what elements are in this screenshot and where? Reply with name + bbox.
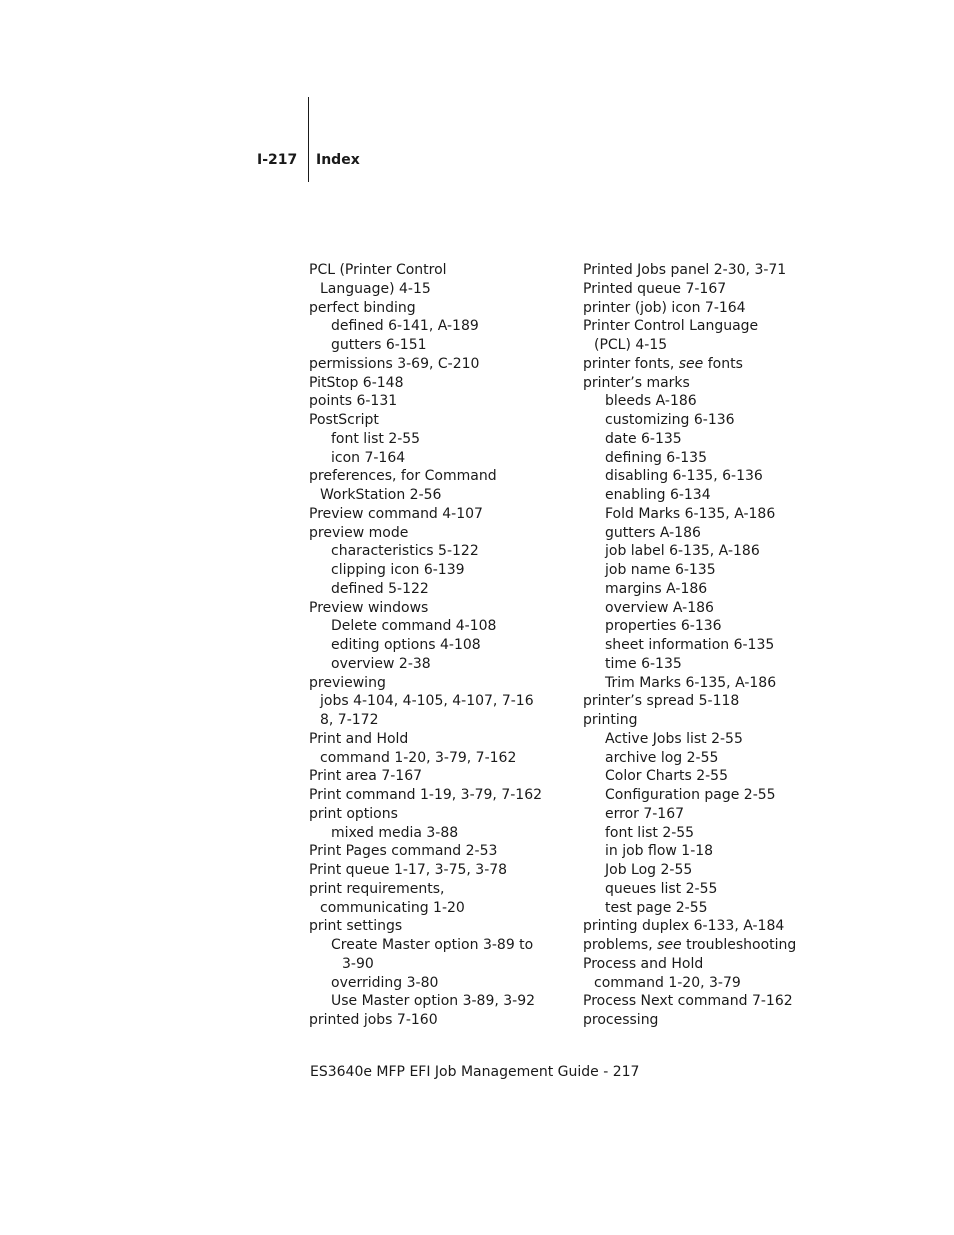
index-entry [309, 861, 571, 880]
index-entry-text: printing duplex 6-133, A-184 [583, 918, 785, 935]
index-entry-text: properties 6-136 [605, 618, 722, 635]
index-entry-text: time 6-135 [605, 655, 682, 672]
index-entry [583, 336, 823, 355]
index-entry [309, 392, 571, 411]
index-entry-text: error 7-167 [605, 805, 685, 822]
index-entry [309, 261, 571, 280]
index-entry-text: Printed queue 7-167 [583, 280, 727, 297]
index-entry [309, 486, 571, 505]
index-entry [309, 992, 571, 1011]
index-entry [583, 711, 823, 730]
index-column-right [583, 261, 823, 1030]
index-entry-text: font list 2-55 [331, 430, 421, 447]
index-entry-text: gutters A-186 [605, 524, 701, 541]
index-entry [309, 467, 571, 486]
index-entry [309, 842, 571, 861]
index-entry-text: mixed media 3-88 [331, 824, 459, 841]
index-entry [583, 299, 823, 318]
index-entry-text: Configuration page 2-55 [605, 787, 776, 803]
index-entry-text: font list 2-55 [605, 824, 695, 841]
page-footer: ES3640e MFP EFI Job Management Guide - 217 [310, 1064, 640, 1080]
index-entry [309, 524, 571, 543]
index-entry-text: Delete command 4-108 [331, 618, 497, 635]
index-entry [583, 411, 823, 430]
index-entry [309, 542, 571, 561]
index-entry [309, 974, 571, 993]
index-entry-text: date 6-135 [605, 430, 682, 447]
index-entry-text: in job flow 1-18 [605, 843, 714, 860]
index-entry-text: (PCL) 4-15 [594, 337, 668, 353]
index-entry [583, 392, 823, 411]
index-entry [309, 617, 571, 636]
index-entry [583, 261, 823, 280]
index-entry [309, 674, 571, 693]
index-entry-text: defined 6-141, A-189 [331, 318, 479, 335]
index-entry-text: margins A-186 [605, 580, 708, 597]
index-entry-text: communicating 1-20 [320, 899, 465, 916]
index-entry-text: 8, 7-172 [320, 712, 379, 728]
index-entry [309, 730, 571, 749]
index-entry [583, 599, 823, 618]
index-entry [583, 655, 823, 674]
index-entry-text: job label 6-135, A-186 [605, 543, 760, 560]
see-target: fonts [703, 355, 743, 372]
index-entry-text: perfect binding [309, 299, 416, 316]
index-entry [583, 955, 823, 974]
index-entry-text: print options [309, 805, 398, 822]
index-entry-text: printed jobs 7-160 [309, 1012, 438, 1028]
index-entry [583, 505, 823, 524]
index-entry-text: PCL (Printer Control [309, 262, 447, 278]
index-entry-text: Preview windows [309, 599, 429, 616]
index-entry [309, 805, 571, 824]
index-entry-text: Language) 4-15 [320, 280, 431, 297]
index-entry [583, 467, 823, 486]
index-entry [309, 280, 571, 299]
index-entry-text: customizing 6-136 [605, 412, 735, 428]
index-entry [583, 730, 823, 749]
see-reference: see [678, 355, 704, 372]
index-entry-text: Create Master option 3-89 to [331, 937, 534, 953]
index-entry-text: overview 2-38 [331, 655, 431, 672]
index-entry [583, 430, 823, 449]
index-entry [583, 936, 823, 955]
index-entry-text: printer’s spread 5-118 [583, 693, 740, 710]
index-entry-text: Process and Hold [583, 955, 704, 972]
index-entry [583, 899, 823, 918]
index-entry-text: clipping icon 6-139 [331, 562, 465, 578]
index-entry-text: Print Pages command 2-53 [309, 843, 498, 860]
index-entry [583, 917, 823, 936]
index-entry-text: preferences, for Command [309, 468, 497, 485]
index-entry [309, 711, 571, 730]
index-entry-text: jobs 4-104, 4-105, 4-107, 7-16 [320, 693, 534, 710]
index-entry-text: Printer Control Language [583, 318, 759, 335]
page-title: Index [316, 152, 360, 168]
index-entry [309, 505, 571, 524]
page-number: I-217 [257, 152, 298, 168]
index-entry [309, 317, 571, 336]
index-entry-text: print settings [309, 918, 403, 935]
index-entry-text: gutters 6-151 [331, 337, 427, 353]
index-entry-text: Preview command 4-107 [309, 505, 483, 522]
index-entry-text: editing options 4-108 [331, 637, 481, 653]
index-entry-text: characteristics 5-122 [331, 543, 479, 560]
index-entry [583, 561, 823, 580]
index-entry-text: points 6-131 [309, 393, 398, 410]
index-entry [309, 1011, 571, 1030]
see-reference: see [657, 937, 682, 953]
index-entry-text: test page 2-55 [605, 899, 708, 916]
index-entry [309, 936, 571, 955]
index-entry [583, 374, 823, 393]
index-entry-text: archive log 2-55 [605, 749, 719, 766]
index-entry [583, 486, 823, 505]
index-entry-text: disabling 6-135, 6-136 [605, 468, 763, 485]
index-entry-text: printer (job) icon 7-164 [583, 299, 746, 316]
index-entry-text: enabling 6-134 [605, 487, 711, 503]
index-entry [309, 336, 571, 355]
index-entry [309, 955, 571, 974]
index-entry [309, 599, 571, 618]
index-entry-text: defined 5-122 [331, 580, 429, 597]
index-entry-text: permissions 3-69, C-210 [309, 355, 480, 372]
index-entry [309, 580, 571, 599]
index-entry [583, 636, 823, 655]
see-target: troubleshooting [681, 937, 797, 953]
index-entry [309, 430, 571, 449]
index-entry-text: Process Next command 7-162 [583, 993, 793, 1010]
index-entry [583, 524, 823, 543]
index-entry [583, 749, 823, 768]
index-entry-text: printer fonts, [583, 355, 679, 372]
index-entry [583, 674, 823, 693]
index-entry-text: Print queue 1-17, 3-75, 3-78 [309, 862, 508, 878]
index-entry-text: icon 7-164 [331, 449, 406, 466]
index-entry-text: overriding 3-80 [331, 974, 439, 991]
index-entry [309, 749, 571, 768]
index-entry-text: Print and Hold [309, 730, 409, 747]
index-entry-text: command 1-20, 3-79 [594, 974, 741, 991]
index-entry [583, 1011, 823, 1030]
index-entry-text: previewing [309, 674, 386, 691]
index-entry-text: Job Log 2-55 [605, 862, 693, 878]
index-entry [309, 880, 571, 899]
index-entry [583, 880, 823, 899]
index-column-left [309, 261, 571, 1030]
index-entry [309, 299, 571, 318]
index-entry-text: 3-90 [342, 955, 374, 972]
index-entry [309, 824, 571, 843]
index-entry [583, 805, 823, 824]
index-entry [583, 824, 823, 843]
index-entry [309, 561, 571, 580]
index-entry-text: WorkStation 2-56 [320, 487, 442, 503]
index-entry-text: printer’s marks [583, 374, 690, 391]
index-entry [583, 355, 823, 374]
index-entry-text: sheet information 6-135 [605, 637, 775, 653]
index-entry-text: Print area 7-167 [309, 768, 423, 785]
index-entry-text: bleeds A-186 [605, 393, 697, 410]
index-entry-text: Active Jobs list 2-55 [605, 730, 743, 747]
index-entry [309, 374, 571, 393]
index-entry-text: Fold Marks 6-135, A-186 [605, 505, 776, 522]
index-entry [309, 917, 571, 936]
index-entry-text: overview A-186 [605, 599, 714, 616]
index-entry [583, 580, 823, 599]
index-entry [583, 992, 823, 1011]
index-entry-text: Use Master option 3-89, 3-92 [331, 993, 536, 1010]
index-entry [309, 692, 571, 711]
index-entry [309, 786, 571, 805]
index-entry [309, 449, 571, 468]
index-entry-text: PostScript [309, 412, 379, 428]
index-entry [309, 899, 571, 918]
index-entry-text: Printed Jobs panel 2-30, 3-71 [583, 262, 787, 278]
index-entry-text: defining 6-135 [605, 449, 707, 466]
index-entry [583, 542, 823, 561]
index-entry-text: print requirements, [309, 880, 445, 897]
index-entry-text: printing [583, 712, 638, 728]
index-entry-text: queues list 2-55 [605, 880, 718, 897]
index-entry-text: problems, [583, 937, 658, 953]
index-entry [309, 655, 571, 674]
index-entry [583, 449, 823, 468]
index-entry-text: job name 6-135 [605, 562, 716, 578]
index-entry [583, 786, 823, 805]
index-entry [309, 767, 571, 786]
index-entry [583, 974, 823, 993]
index-entry [583, 767, 823, 786]
index-entry-text: processing [583, 1012, 659, 1028]
index-entry-text: Color Charts 2-55 [605, 768, 728, 785]
index-entry-text: Print command 1-19, 3-79, 7-162 [309, 787, 543, 803]
index-entry-text: command 1-20, 3-79, 7-162 [320, 749, 517, 766]
index-entry-text: preview mode [309, 524, 409, 541]
index-entry [309, 411, 571, 430]
index-entry [583, 842, 823, 861]
index-entry [583, 692, 823, 711]
header-divider [308, 97, 309, 182]
index-entry [309, 355, 571, 374]
index-entry [583, 617, 823, 636]
index-entry [583, 280, 823, 299]
index-entry [583, 317, 823, 336]
index-entry [583, 861, 823, 880]
index-entry [309, 636, 571, 655]
index-entry-text: Trim Marks 6-135, A-186 [605, 674, 777, 691]
index-entry-text: PitStop 6-148 [309, 374, 404, 391]
